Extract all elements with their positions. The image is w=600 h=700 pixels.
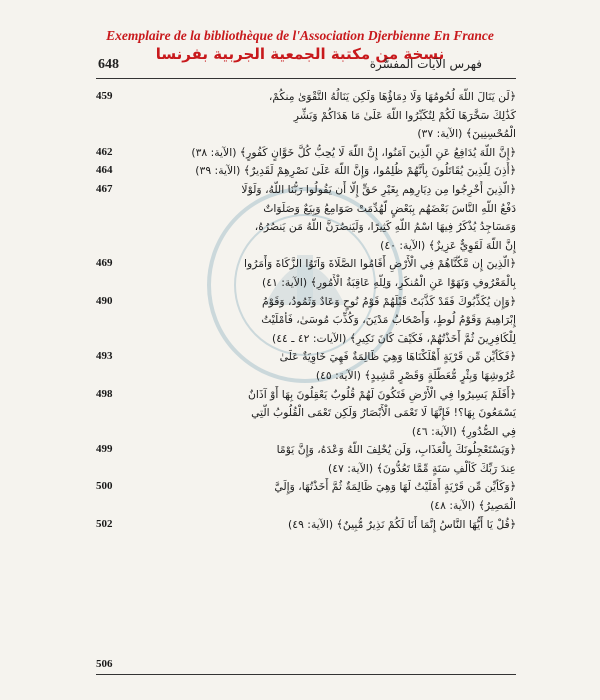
verse-line: لِلْكَافِرِينَ ثُمَّ أَخَذْتُهُمْ، فَكَيْفَ كَانَ نَكِيرِ﴾ (الآيات: ٤٢ ـ ٤٤) (271, 331, 516, 345)
index-entry (96, 386, 516, 442)
verse-line: يَسْمَعُونَ بِهَا؟! فَإِنَّهَا لَا تَعْمَى الْأَبْصَارُ وَلَكِن تَعْمَى الْقُلُوبُ الَّتِي (251, 406, 516, 420)
index-entry (96, 144, 516, 163)
verse-line: ﴿الَّذِينَ أُخْرِجُوا مِن دِيَارِهِم بِغَيْرِ حَقٍّ إِلَّا أَن يَقُولُوا رَبُّنَا اللَّهُ، وَلَوْلَا (241, 182, 516, 196)
index-entry (96, 441, 516, 478)
index-entry (96, 478, 516, 515)
index-entry (96, 255, 516, 292)
verse-line: وَمَسَاجِدُ يُذْكَرُ فِيهَا اسْمُ اللَّهِ كَثِيرًا، وَلَيَنصُرَنَّ اللَّهُ مَن يَنصُرُهُ، (254, 220, 516, 234)
verse-line: إِبْرَاهِيمَ وَقَوْمُ لُوطٍ، وَأَصْحَابُ مَدْيَنَ، وَكُذِّبَ مُوسَىٰ، فَأَمْلَيْتُ (261, 313, 516, 327)
page-reference: 498 (96, 387, 113, 400)
header-divider (96, 78, 516, 79)
page-reference: 500 (96, 480, 113, 493)
index-entry (96, 162, 516, 181)
verse-line: كَذَٰلِكَ سَخَّرَهَا لَكُمْ لِتُكَبِّرُوا اللَّهَ عَلَىٰ مَا هَدَاكُمْ وَبَشِّرِ (293, 108, 516, 122)
verse-line: عِندَ رَبِّكَ كَأَلْفِ سَنَةٍ مِّمَّا تَعُدُّونَ﴾ (الآية: ٤٧) (328, 461, 516, 475)
library-stamp-arabic: نسخة من مكتبة الجمعية الجربية بفرنسا (155, 45, 445, 63)
verse-line: بِالْمَعْرُوفِ وَنَهَوْا عَنِ الْمُنكَرِ، وَلِلَّهِ عَاقِبَةُ الْأُمُورِ﴾ (الآية: ٤١) (262, 275, 516, 289)
verse-line: إِنَّ اللَّهَ لَقَوِيٌّ عَزِيزٌ﴾ (الآية: ٤٠) (380, 238, 516, 252)
index-entry (96, 516, 516, 535)
verse-line: ﴿وَكَأَيِّن مِّن قَرْيَةٍ أَمْلَيْتُ لَهَا وَهِيَ ظَالِمَةٌ ثُمَّ أَخَذْتُهَا، وَإِلَيَّ (274, 480, 516, 494)
verse-line: ﴿فَكَأَيِّن مِّن قَرْيَةٍ أَهْلَكْنَاهَا وَهِيَ ظَالِمَةٌ فَهِيَ خَاوِيَةٌ عَلَىٰ (279, 350, 516, 364)
verse-line: ﴿وَيَسْتَعْجِلُونَكَ بِالْعَذَابِ، وَلَن يُخْلِفَ اللَّهُ وَعْدَهُ، وَإِنَّ يَوْمًا (276, 443, 516, 457)
index-entry (96, 88, 516, 144)
verse-line: عُرُوشِهَا وَبِئْرٍ مُّعَطَّلَةٍ وَقَصْرٍ مَّشِيدٍ﴾ (الآية: ٤٥) (315, 368, 516, 382)
index-entry (96, 348, 516, 385)
page-reference: 499 (96, 443, 113, 456)
running-title: فهرس الآيات المفسَّرة (369, 57, 482, 71)
page-reference: 462 (96, 145, 113, 158)
page-reference: 490 (96, 294, 113, 307)
verse-index-list (96, 88, 516, 534)
library-stamp-french: Exemplaire de la bibliothèque de l'Association Djerbienne En France (106, 28, 494, 43)
page-number: 648 (98, 57, 119, 72)
verse-line: ﴿لَن يَنَالَ اللَّهَ لُحُومُهَا وَلَا دِمَاؤُهَا وَلَكِن يَنَالُهُ التَّقْوَىٰ مِنكُمْ، (268, 90, 516, 103)
page-reference: 469 (96, 257, 113, 270)
verse-line: ﴿وَإِن يُكَذِّبُوكَ فَقَدْ كَذَّبَتْ قَبْلَهُمْ قَوْمُ نُوحٍ وَعَادٌ وَثَمُودُ، وَقَوْمُ (261, 294, 516, 308)
index-entry (96, 293, 516, 349)
verse-line: ﴿الَّذِينَ إِن مَّكَّنَّاهُمْ فِي الْأَرْضِ أَقَامُوا الصَّلَاةَ وَآتَوُا الزَّكَاةَ وَأَمَرُوا (244, 257, 516, 271)
page-reference: 467 (96, 182, 113, 195)
verse-line: ﴿أَفَلَمْ يَسِيرُوا فِي الْأَرْضِ فَتَكُونَ لَهُمْ قُلُوبٌ يَعْقِلُونَ بِهَا أَوْ آذَانٌ (247, 387, 516, 401)
footer-divider (96, 674, 516, 675)
verse-line: الْمَصِيرُ﴾ (الآية: ٤٨) (430, 499, 516, 513)
page-reference: 459 (96, 90, 113, 102)
verse-line: ﴿قُلْ يَا أَيُّهَا النَّاسُ إِنَّمَا أَنَا لَكُمْ نَذِيرٌ مُّبِينٌ﴾ (الآية: ٤٩) (288, 517, 516, 531)
verse-line: ﴿إِنَّ اللَّهَ يُدَافِعُ عَنِ الَّذِينَ آمَنُوا، إِنَّ اللَّهَ لَا يُحِبُّ كُلَّ خَوَّانٍ كَفُورٍ﴾ (الآية: ٣٨) (191, 145, 516, 159)
page-reference: 493 (96, 350, 113, 363)
page-reference: 464 (96, 164, 113, 177)
verse-line: فِي الصُّدُورِ﴾ (الآية: ٤٦) (411, 424, 516, 438)
verse-line: ﴿أُذِنَ لِلَّذِينَ يُقَاتَلُونَ بِأَنَّهُمْ ظُلِمُوا، وَإِنَّ اللَّهَ عَلَىٰ نَصْرِهِمْ لَقَدِيرٌ﴾ (الآية: ٣٩) (195, 164, 516, 178)
index-entry (96, 181, 516, 255)
trailing-page-ref: 506 (96, 658, 113, 670)
verse-line: دَفْعُ اللَّهِ النَّاسَ بَعْضَهُم بِبَعْضٍ لَّهُدِّمَتْ صَوَامِعُ وَبِيَعٌ وَصَلَوَاتٌ (263, 201, 516, 215)
page-reference: 502 (96, 517, 113, 530)
verse-line: الْمُحْسِنِينَ﴾ (الآية: ٣٧) (417, 127, 516, 141)
